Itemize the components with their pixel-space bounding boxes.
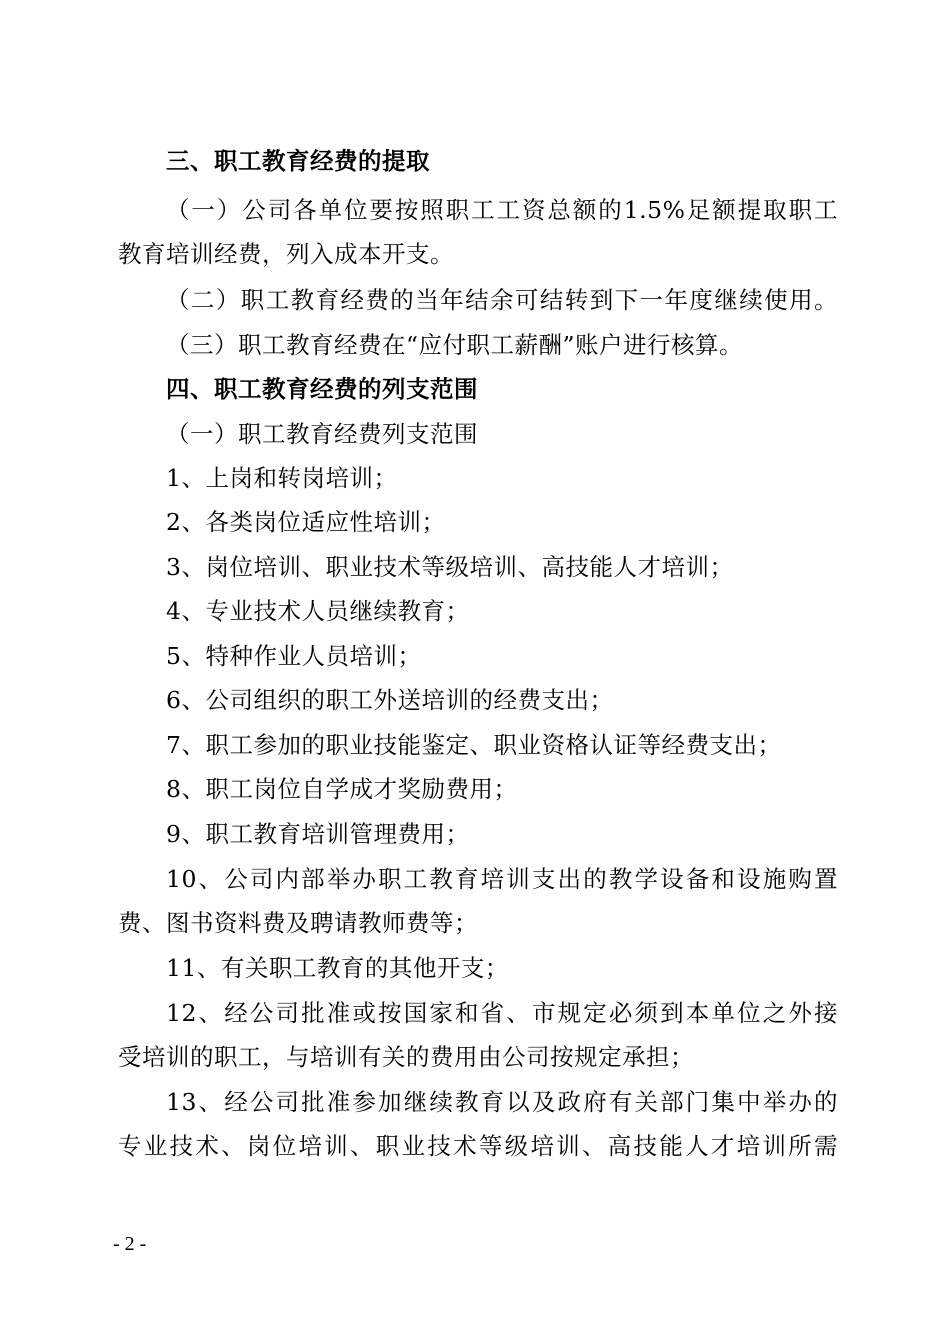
list-item: 2、各类岗位适应性培训；	[166, 508, 446, 536]
list-item: 5、特种作业人员培训；	[166, 642, 422, 670]
list-item-continuation: 专业技术、岗位培训、职业技术等级培训、高技能人才培训所需	[118, 1132, 838, 1160]
list-item-continuation: 受培训的职工，与培训有关的费用由公司按规定承担；	[118, 1043, 694, 1071]
paragraph-line: （二）职工教育经费的当年结余可结转到下一年度继续使用。	[166, 286, 838, 314]
list-item: 13、经公司批准参加继续教育以及政府有关部门集中举办的	[166, 1088, 838, 1116]
list-item: 7、职工参加的职业技能鉴定、职业资格认证等经费支出；	[166, 731, 782, 759]
paragraph-line: （一）公司各单位要按照职工工资总额的1.5%足额提取职工	[166, 196, 838, 224]
paragraph-line: （三）职工教育经费在“应付职工薪酬”账户进行核算。	[166, 331, 744, 359]
list-item: 1、上岗和转岗培训；	[166, 464, 398, 492]
list-item: 3、岗位培训、职业技术等级培训、高技能人才培训；	[166, 553, 734, 581]
list-item: 11、有关职工教育的其他开支；	[166, 954, 509, 982]
list-item: 12、经公司批准或按国家和省、市规定必须到本单位之外接	[166, 999, 838, 1027]
list-item: 9、职工教育培训管理费用；	[166, 820, 470, 848]
list-item-continuation: 费、图书资料费及聘请教师费等；	[118, 909, 478, 937]
subsection-heading: （一）职工教育经费列支范围	[166, 420, 478, 448]
page-number: - 2 -	[113, 1233, 147, 1255]
list-item: 10、公司内部举办职工教育培训支出的教学设备和设施购置	[166, 865, 838, 893]
list-item: 4、专业技术人员继续教育；	[166, 597, 470, 625]
list-item: 8、职工岗位自学成才奖励费用；	[166, 775, 518, 803]
list-item: 6、公司组织的职工外送培训的经费支出；	[166, 686, 614, 714]
section-heading-4: 四、职工教育经费的列支范围	[166, 375, 478, 403]
paragraph-line: 教育培训经费，列入成本开支。	[118, 240, 454, 268]
section-heading-3: 三、职工教育经费的提取	[166, 147, 430, 175]
